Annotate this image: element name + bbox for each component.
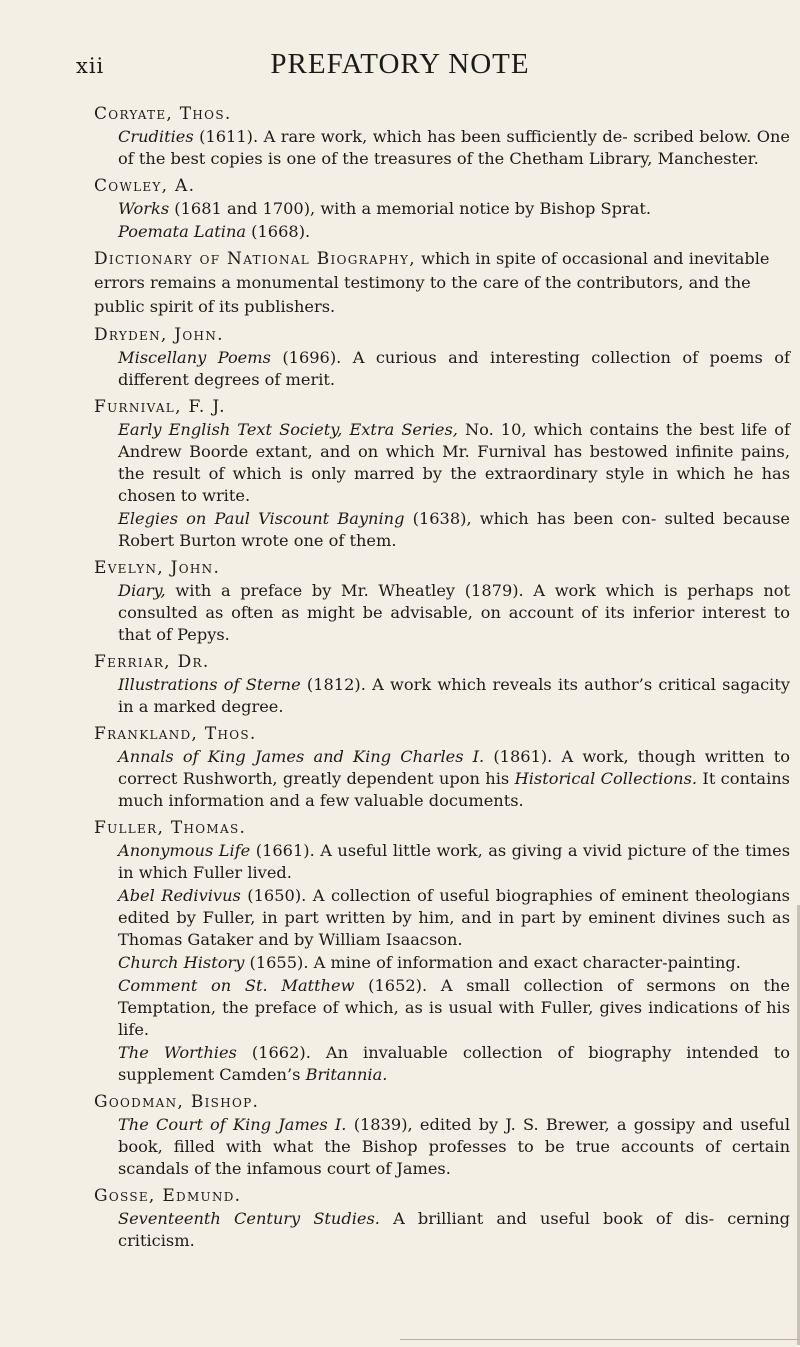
work-description: (1650). A collection of useful biographies of eminent theologians edited by Fuller, in part written by him, and in part by eminent divines such as Thomas Gataker and by William Isaacson. — [118, 886, 790, 949]
work-title: Poemata Latina — [118, 222, 247, 241]
cited-work-title: Historical Collections. — [514, 769, 698, 788]
entry-cowley — [94, 174, 790, 243]
entry-coryate — [94, 102, 790, 170]
work-description-cont: It contains much information and a few valuable documents. — [118, 769, 790, 810]
entry-goodman — [94, 1090, 790, 1180]
author-name: Goodman, Bishop. — [94, 1092, 260, 1112]
work-description: (1861). A work, though written to correct Rushworth, greatly dependent upon his — [118, 747, 790, 788]
work-description: (1652). A small collection of sermons on the Temptation, the preface of which, as is usual with Fuller, gives indications of his life. — [118, 976, 790, 1039]
work-description: A brilliant and useful book of dis- cerning criticism. — [118, 1209, 790, 1250]
author-name: Gosse, Edmund. — [94, 1186, 242, 1206]
entry-evelyn — [94, 556, 790, 646]
work-title: Illustrations of Sterne — [118, 675, 301, 694]
entry-dryden — [94, 323, 790, 391]
work-item — [94, 580, 790, 646]
bibliography-list — [94, 102, 790, 1256]
work-item — [94, 508, 790, 552]
work-item — [94, 347, 790, 391]
work-item — [94, 975, 790, 1041]
entry-fuller — [94, 816, 790, 1086]
work-item — [94, 198, 790, 220]
work-description: (1661). A useful little work, as giving a vivid picture of the times in which Fuller lived. — [118, 841, 790, 882]
work-title: Abel Redivivus — [118, 886, 241, 905]
dnb-line — [94, 247, 790, 319]
entry-gosse — [94, 1184, 790, 1252]
work-title: Church History — [118, 953, 245, 972]
work-description: (1839), edited by J. S. Brewer, a gossipy and useful book, filled with what the Bishop professes to be true accounts of certain scandals of the infamous court of James. — [118, 1115, 790, 1178]
author-name: Ferriar, Dr. — [94, 652, 210, 672]
work-title: The Worthies — [118, 1043, 237, 1062]
entry-ferriar — [94, 650, 790, 718]
work-item — [94, 885, 790, 951]
author-name: Evelyn, John. — [94, 558, 221, 578]
work-description: with a preface by Mr. Wheatley (1879). A work which is perhaps not consulted as often as might be advisable, on account of its inferior interest to that of Pepys. — [118, 581, 790, 644]
work-item — [94, 840, 790, 884]
work-description: (1662). An invaluable collection of biography intended to supplement Camden’s — [118, 1043, 791, 1084]
work-title: Seventeenth Century Studies. — [118, 1209, 380, 1228]
work-description: (1611). A rare work, which has been sufficiently de- scribed below. One of the best copies is one of the treasures of the Chetham Library, Manchester. — [118, 127, 790, 168]
author-name: Dryden, John. — [94, 325, 224, 345]
work-description: (1696). A curious and interesting collection of poems of different degrees of merit. — [118, 348, 790, 389]
page-edge-rule — [400, 1339, 800, 1340]
author-name: Cowley, A. — [94, 176, 196, 196]
author-name: Frankland, Thos. — [94, 724, 257, 744]
work-item — [94, 1114, 790, 1180]
work-item — [94, 1208, 790, 1252]
work-description: No. 10, which contains the best life of Andrew Boorde extant, and on which Mr. Furnival has bestowed infinite pains, the result of which is only marred by the extraordinary style in which he has chosen to write. — [118, 420, 790, 505]
work-title: Anonymous Life — [118, 841, 251, 860]
entry-dnb — [94, 247, 790, 319]
work-description: (1668). — [246, 222, 311, 241]
page-header — [0, 48, 800, 88]
work-title: Elegies on Paul Viscount Bayning — [118, 509, 405, 528]
work-title: Diary, — [118, 581, 166, 600]
work-description: (1681 and 1700), with a memorial notice by Bishop Sprat. — [169, 199, 651, 218]
work-item — [94, 126, 790, 170]
work-description: which in spite of occasional and inevitable errors remains a monumental testimony to the care of the contributors, and the public spirit of its publishers. — [94, 249, 770, 316]
work-item — [94, 419, 790, 507]
page-number: xii — [76, 54, 105, 78]
work-item — [94, 674, 790, 718]
author-name: Dictionary of National Biography, — [94, 249, 416, 269]
author-name: Coryate, Thos. — [94, 104, 232, 124]
work-title: Early English Text Society, Extra Series, — [118, 420, 458, 439]
author-name: Furnival, F. J. — [94, 397, 226, 417]
work-title: Works — [118, 199, 170, 218]
work-title: Crudities — [118, 127, 194, 146]
running-title: PREFATORY NOTE — [270, 48, 530, 80]
work-title: The Court of King James I. — [118, 1115, 347, 1134]
work-item — [94, 746, 790, 812]
entry-frankland — [94, 722, 790, 812]
entry-furnival — [94, 395, 790, 552]
work-description: (1655). A mine of information and exact character-painting. — [244, 953, 741, 972]
work-item — [94, 221, 790, 243]
work-title: Comment on St. Matthew — [118, 976, 355, 995]
author-name: Fuller, Thomas. — [94, 818, 247, 838]
work-item — [94, 952, 790, 974]
work-item — [94, 1042, 790, 1086]
work-description: (1812). A work which reveals its author’s critical sagacity in a marked degree. — [118, 675, 790, 716]
work-description: (1638), which has been con- sulted because Robert Burton wrote one of them. — [118, 509, 790, 550]
cited-work-title: Britannia. — [305, 1065, 388, 1084]
work-title: Miscellany Poems — [118, 348, 271, 367]
work-title: Annals of King James and King Charles I. — [118, 747, 485, 766]
